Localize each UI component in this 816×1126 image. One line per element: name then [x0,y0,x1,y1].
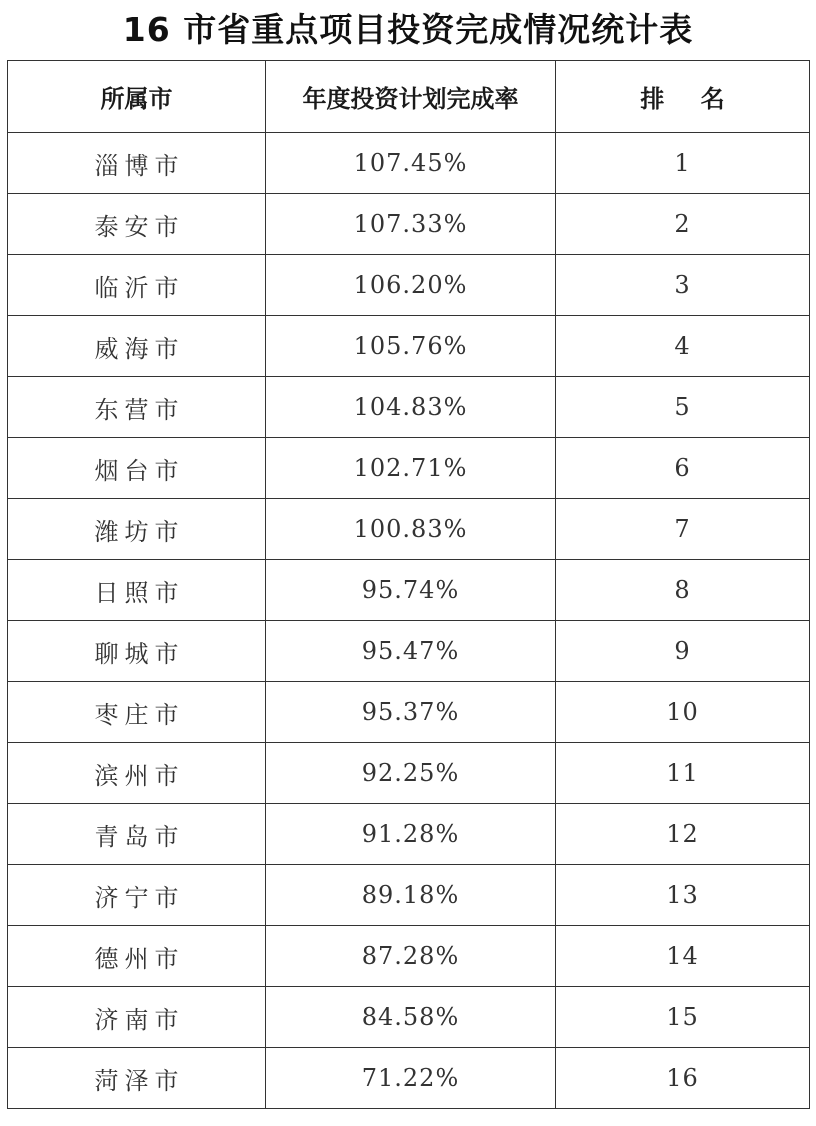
table-row [8,377,810,438]
header-row [8,61,810,133]
rate-cell: 107.33% [266,194,556,255]
rank-cell: 12 [556,804,810,865]
rate-cell: 87.28% [266,926,556,987]
city-cell: 青岛市 [8,804,266,865]
table-row [8,743,810,804]
rank-cell: 11 [556,743,810,804]
city-cell: 日照市 [8,560,266,621]
city-cell: 泰安市 [8,194,266,255]
table-row [8,987,810,1048]
city-cell: 聊城市 [8,621,266,682]
rank-cell: 13 [556,865,810,926]
rank-cell: 2 [556,194,810,255]
rate-cell: 84.58% [266,987,556,1048]
statistics-table [7,60,810,1109]
table-row [8,682,810,743]
rank-cell: 9 [556,621,810,682]
rate-cell: 71.22% [266,1048,556,1109]
rank-cell: 15 [556,987,810,1048]
city-cell: 潍坊市 [8,499,266,560]
page-title: 16 市省重点项目投资完成情况统计表 [122,10,694,49]
rank-cell: 5 [556,377,810,438]
table-row [8,865,810,926]
rate-cell: 107.45% [266,133,556,194]
city-cell: 东营市 [8,377,266,438]
table-row [8,499,810,560]
rank-cell: 14 [556,926,810,987]
rate-cell: 104.83% [266,377,556,438]
rank-cell: 7 [556,499,810,560]
rate-cell: 89.18% [266,865,556,926]
city-cell: 济宁市 [8,865,266,926]
city-cell: 菏泽市 [8,1048,266,1109]
table-row [8,316,810,377]
rank-cell: 8 [556,560,810,621]
table-row [8,438,810,499]
table-header [8,61,810,133]
table-row [8,621,810,682]
city-cell: 烟台市 [8,438,266,499]
city-cell: 枣庄市 [8,682,266,743]
rate-cell: 95.47% [266,621,556,682]
city-cell: 临沂市 [8,255,266,316]
table-row [8,255,810,316]
rank-cell: 1 [556,133,810,194]
table-row [8,194,810,255]
table-row [8,133,810,194]
table-row [8,804,810,865]
column-header-rate: 年度投资计划完成率 [266,61,556,133]
rate-cell: 105.76% [266,316,556,377]
city-cell: 淄博市 [8,133,266,194]
table-body [8,133,810,1109]
table-row [8,926,810,987]
rate-cell: 106.20% [266,255,556,316]
rank-cell: 10 [556,682,810,743]
city-cell: 滨州市 [8,743,266,804]
city-cell: 威海市 [8,316,266,377]
rate-cell: 92.25% [266,743,556,804]
column-header-city: 所属市 [8,61,266,133]
rank-cell: 16 [556,1048,810,1109]
rate-cell: 95.37% [266,682,556,743]
table-row [8,560,810,621]
rank-cell: 4 [556,316,810,377]
rate-cell: 95.74% [266,560,556,621]
city-cell: 济南市 [8,987,266,1048]
rate-cell: 100.83% [266,499,556,560]
column-header-rank: 排 名 [556,61,810,133]
table-row [8,1048,810,1109]
rate-cell: 102.71% [266,438,556,499]
rank-cell: 3 [556,255,810,316]
rate-cell: 91.28% [266,804,556,865]
city-cell: 德州市 [8,926,266,987]
rank-cell: 6 [556,438,810,499]
